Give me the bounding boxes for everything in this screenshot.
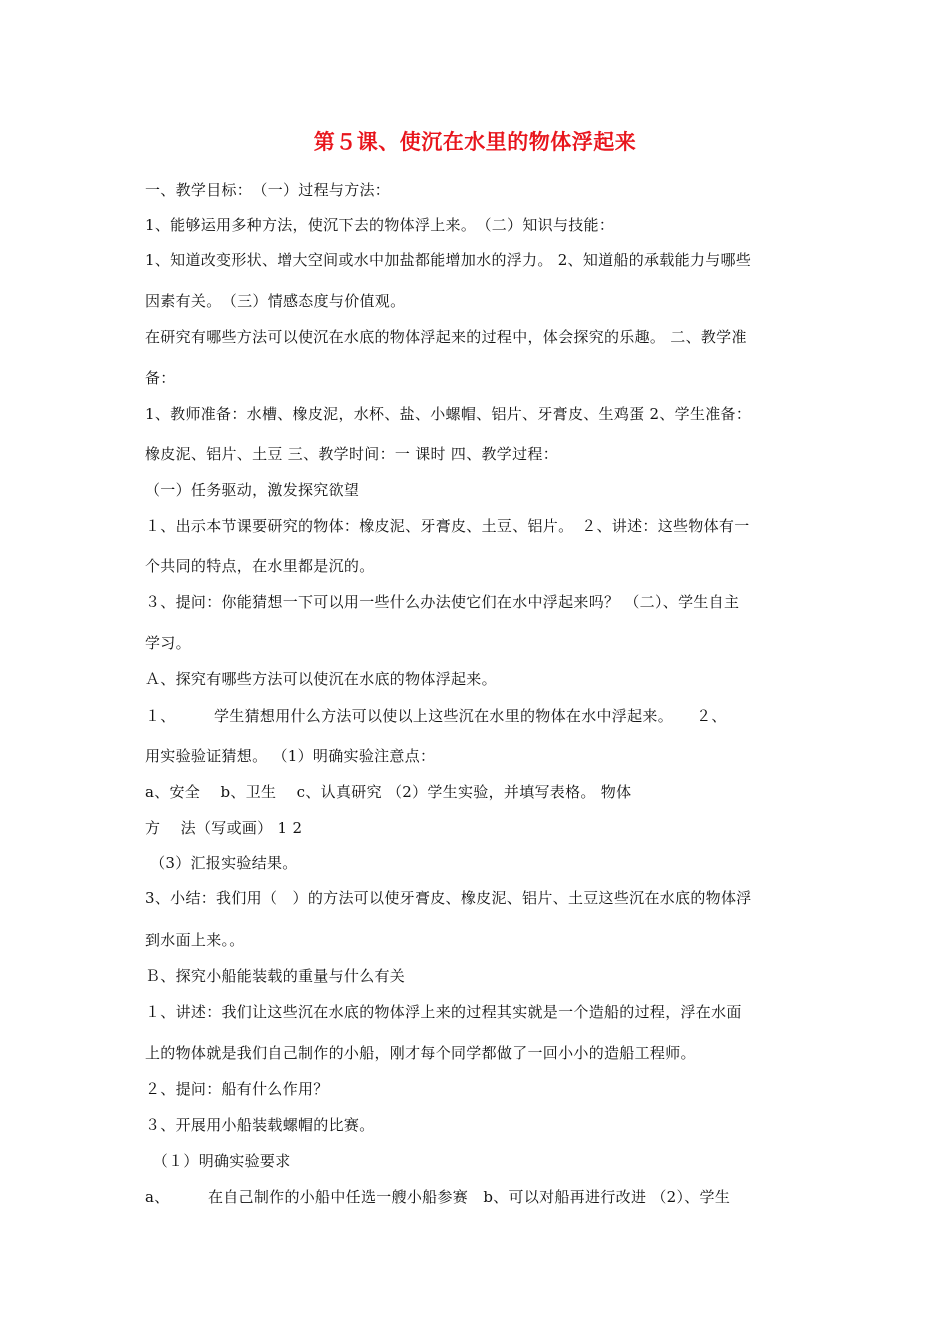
text-line: ３、开展用小船装载螺帽的比赛。 xyxy=(145,1116,375,1134)
text-line: 到水面上来。。 xyxy=(145,931,245,949)
text-line: （一）任务驱动，激发探究欲望 xyxy=(145,481,360,499)
text-line: 学习。 xyxy=(145,634,191,652)
text-line: Ｂ、探究小船能装载的重量与什么有关 xyxy=(145,967,406,985)
text-line: 1、能够运用多种方法，使沉下去的物体浮上来。 （二）知识与技能： xyxy=(145,216,615,234)
text-line: 橡皮泥、铝片、土豆 三、教学时间：一 课时 四、教学过程： xyxy=(145,445,559,463)
text-line: 用实验验证猜想。 （1）明确实验注意点： xyxy=(145,747,436,765)
text-line: ２、提问：船有什么作用？ xyxy=(145,1080,329,1098)
text-line: 个共同的特点，在水里都是沉的。 xyxy=(145,557,375,575)
page-title: 第５课、使沉在水里的物体浮起来 xyxy=(313,129,637,154)
text-line: 1、知道改变形状、增大空间或水中加盐都能增加水的浮力。 2、知道船的承载能力与哪些 xyxy=(145,251,752,269)
text-line: 3、小结：我们用（ ）的方法可以使牙膏皮、橡皮泥、铝片、土豆这些沉在水底的物体浮 xyxy=(145,889,752,907)
text-line: 在研究有哪些方法可以使沉在水底的物体浮起来的过程中，体会探究的乐趣。 二、教学准 xyxy=(145,328,747,346)
text-line: １、出示本节课要研究的物体：橡皮泥、牙膏皮、土豆、铝片。 ２、讲述：这些物体有一 xyxy=(145,517,750,535)
text-line: 1、教师准备：水槽、橡皮泥，水杯、盐、小螺帽、铝片、牙膏皮、生鸡蛋 2、学生准备： xyxy=(145,405,752,423)
text-line: １、 学生猜想用什么方法可以使以上这些沉在水里的物体在水中浮起来。 ２、 xyxy=(145,707,727,725)
text-line: （１）明确实验要求 xyxy=(145,1152,291,1170)
text-line: a、 在自己制作的小船中任选一艘小船参赛 b、可以对船再进行改进 （2）、学生 xyxy=(145,1188,731,1206)
text-line: １、讲述：我们让这些沉在水底的物体浮上来的过程其实就是一个造船的过程，浮在水面 xyxy=(145,1003,742,1021)
text-line: ３、提问：你能猜想一下可以用一些什么办法使它们在水中浮起来吗？ （二）、学生自主 xyxy=(145,593,740,611)
text-line: Ａ、探究有哪些方法可以使沉在水底的物体浮起来。 xyxy=(145,670,497,688)
text-line: 一、教学目标： （一）过程与方法： xyxy=(145,181,391,199)
text-line: （3）汇报实验结果。 xyxy=(145,854,298,872)
text-line: 方 法（写或画） 1 2 xyxy=(145,819,303,837)
text-line: a、安全 b、卫生 c、认真研究 （2）学生实验，并填写表格。 物体 xyxy=(145,783,632,801)
text-line: 因素有关。 （三）情感态度与价值观。 xyxy=(145,292,406,310)
text-line: 上的物体就是我们自己制作的小船，刚才每个同学都做了一回小小的造船工程师。 xyxy=(145,1044,696,1062)
text-line: 备： xyxy=(145,369,176,387)
